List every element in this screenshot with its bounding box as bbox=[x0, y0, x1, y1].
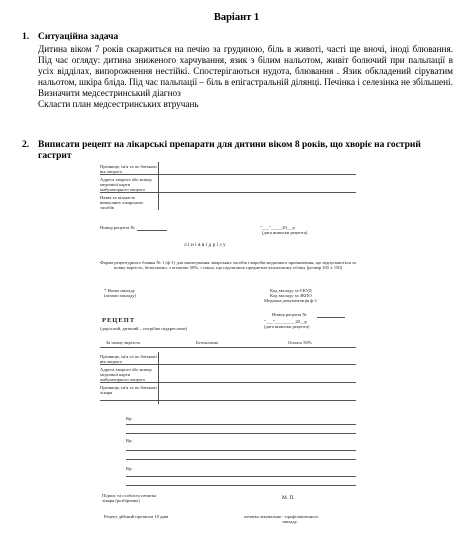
q1-number: 1. bbox=[22, 32, 30, 42]
signature-line: Підпис та особиста печатка bbox=[102, 493, 156, 498]
patient-line: лікаря bbox=[100, 390, 113, 395]
cut-line: л і н і я в і д р і з у bbox=[184, 242, 226, 248]
code-edrpou: Код закладу за ЄКУД bbox=[270, 288, 312, 293]
q1-body bbox=[38, 44, 453, 110]
recipe-number-2: Номер рецепта № bbox=[272, 312, 307, 317]
rp-label: Rp: bbox=[126, 438, 133, 443]
recipe-subtitle: (дорослий, дитячий – потрібне підкреслити) bbox=[100, 326, 187, 331]
pay-half: Оплата 50% bbox=[288, 340, 312, 345]
clinic-stamp: закладу bbox=[282, 519, 298, 524]
signature-line: лікаря (розбірливо) bbox=[102, 498, 140, 503]
q1-task-plan: Скласти план медсестринських втручань bbox=[38, 99, 199, 109]
date-caption: (дата виписки рецепта) bbox=[262, 230, 308, 235]
pay-free: Безоплатно bbox=[196, 340, 219, 345]
prescription-form bbox=[92, 160, 362, 530]
form-header-line: вік хворого bbox=[100, 169, 123, 174]
date-line-2: "___"_________20__р bbox=[264, 319, 307, 324]
code-zkpo: Код закладу за ЗКПО bbox=[270, 293, 312, 298]
date-caption-2: (дата виписки рецепта) bbox=[264, 324, 310, 329]
rp-label: Rp: bbox=[126, 466, 133, 471]
page-title: Варіант 1 bbox=[213, 12, 260, 23]
med-doc: Медична документація ф-1 bbox=[264, 298, 318, 303]
q1-case-text: Дитина віком 7 років скаржиться на печію за грудиною, біль в животі, часті ще вночі, іноді блювання. Під час огляду: дитина зниженого харчування, язик з білим нальотом, живіт болючий при пальпації в усіх відділах, випорожнення нестійкі. Спостерігаються нудота, блювання . Язик обкладений сіруватим нальотом, шкіра бліда. Під час пальпації – біль в епігастральній ділянці. Печінка і селезінка не збільшені. bbox=[38, 44, 453, 87]
form-header-line: Назва та кількість bbox=[100, 195, 136, 200]
form-header-line: виписаних лікарських bbox=[100, 200, 144, 205]
form-header-line: Адреса хворого або номер bbox=[100, 177, 152, 182]
q2-number: 2. bbox=[22, 140, 30, 150]
pay-full: За повну вартість bbox=[106, 340, 141, 345]
q1-task-diagnosis: Визначити медсестринський діагноз bbox=[38, 88, 181, 98]
clinic-stamp: печатка лікувально - профілактичного bbox=[244, 514, 319, 519]
form-header-line: Прізвище, ім'я та по батькові і bbox=[100, 164, 160, 169]
institution-name: * Назва закладу bbox=[104, 288, 135, 293]
q1-title: Ситуаційна задача bbox=[38, 32, 119, 42]
form-header-line: амбулаторного хворого bbox=[100, 187, 146, 192]
recipe-number: Номер рецепта № bbox=[100, 225, 135, 230]
patient-line: Прізвище, ім'я та по батькові і bbox=[100, 354, 160, 359]
validity: Рецепт дійсний протягом 10 днів bbox=[104, 514, 169, 519]
rp-label: Rp: bbox=[126, 416, 133, 421]
recipe-title: РЕЦЕПТ bbox=[102, 317, 136, 324]
form-description: Форма рецептурного бланка № 1 (ф-1) для виписування лікарських засобів і виробів медичного призначення, що відпускаються за повну вартість, безоплатно, з оплатою 50%, і таких, що підлягають предметно-кількісному обліку (розмір 105 х 150) bbox=[100, 260, 356, 271]
patient-line: Прізвище, ім'я та по батькові bbox=[100, 385, 157, 390]
patient-line: Адреса хворого або номер bbox=[100, 367, 152, 372]
q2-title: Виписати рецепт на лікарські препарати для дитини віком 8 років, що хворіє на гострий гастрит bbox=[38, 140, 421, 161]
mp-label: М. П. bbox=[282, 495, 295, 501]
patient-line: медичної карти bbox=[100, 372, 131, 377]
institution-stamp: (штамп закладу) bbox=[104, 293, 137, 298]
form-header-line: медичної карти bbox=[100, 182, 131, 187]
form-header-line: засобів bbox=[100, 205, 114, 210]
date-line: "___"_____20__ р bbox=[260, 225, 295, 230]
patient-line: вік хворого bbox=[100, 359, 123, 364]
patient-line: амбулаторного хворого bbox=[100, 377, 146, 382]
